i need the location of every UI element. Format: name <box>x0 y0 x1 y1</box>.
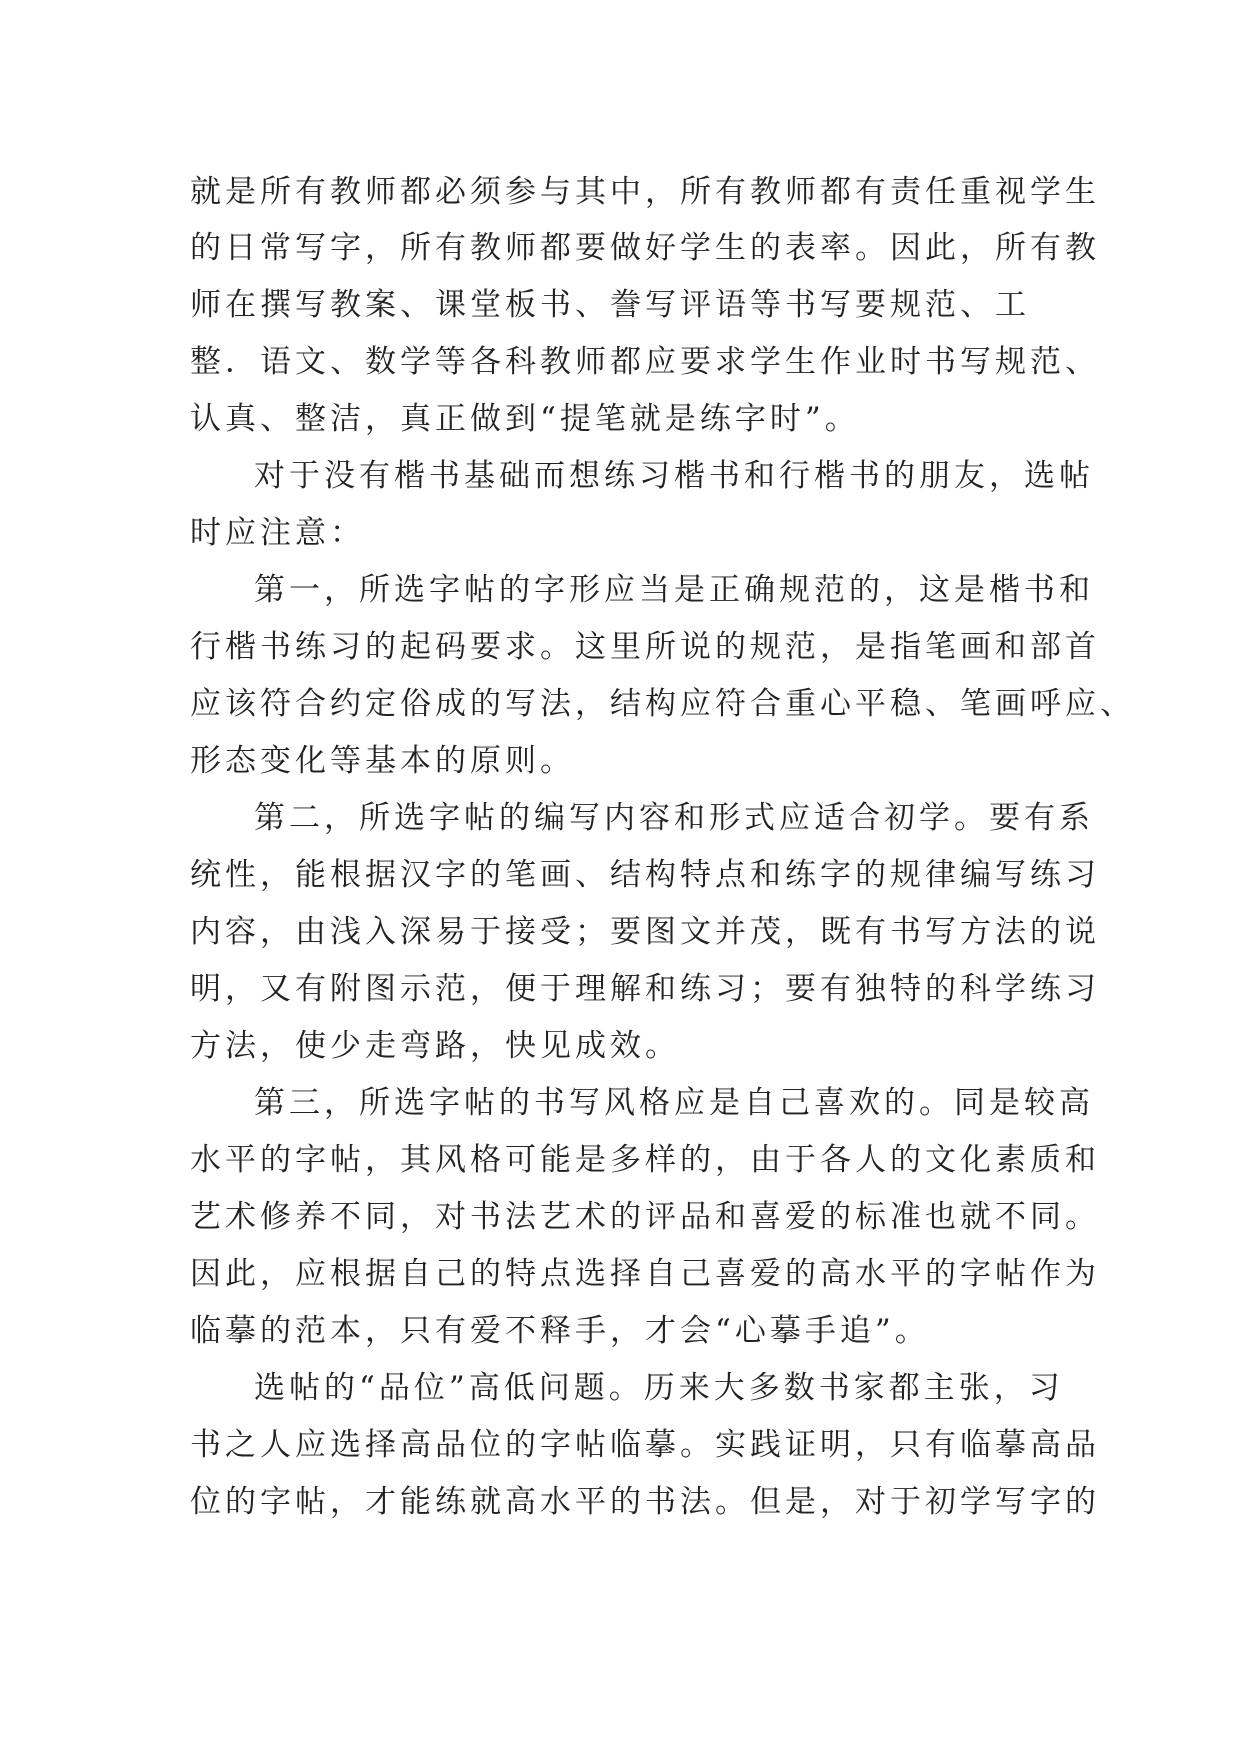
text-line: 第二，所选字帖的编写内容和形式应适合初学。要有系 <box>254 800 1094 836</box>
text-line: 认真、整洁，真正做到“提笔就是练字时”。 <box>190 401 860 437</box>
text-line: 选帖的“品位”高低问题。历来大多数书家都主张，习 <box>254 1370 1064 1406</box>
text-line: 整．语文、数学等各科教师都应要求学生作业时书写规范、 <box>190 344 1100 380</box>
text-line: 位的字帖，才能练就高水平的书法。但是，对于初学写字的 <box>190 1484 1100 1520</box>
text-line: 内容，由浅入深易于接受；要图文并茂，既有书写方法的说 <box>190 914 1100 950</box>
text-line: 明，又有附图示范，便于理解和练习；要有独特的科学练习 <box>190 971 1100 1007</box>
text-line: 时应注意： <box>190 515 365 551</box>
text-line: 因此，应根据自己的特点选择自己喜爱的高水平的字帖作为 <box>190 1256 1100 1292</box>
text-line: 形态变化等基本的原则。 <box>190 743 575 779</box>
text-line: 方法，使少走弯路，快见成效。 <box>190 1028 680 1064</box>
text-line: 书之人应选择高品位的字帖临摹。实践证明，只有临摹高品 <box>190 1427 1100 1463</box>
text-line: 第一，所选字帖的字形应当是正确规范的，这是楷书和 <box>254 572 1094 608</box>
text-line: 就是所有教师都必须参与其中，所有教师都有责任重视学生 <box>190 174 1100 210</box>
text-line: 艺术修养不同，对书法艺术的评品和喜爱的标准也就不同。 <box>190 1199 1100 1235</box>
text-line: 的日常写字，所有教师都要做好学生的表率。因此，所有教 <box>190 230 1100 266</box>
text-line: 第三，所选字帖的书写风格应是自己喜欢的。同是较高 <box>254 1085 1094 1121</box>
text-line: 对于没有楷书基础而想练习楷书和行楷书的朋友，选帖 <box>254 458 1094 494</box>
text-line: 统性，能根据汉字的笔画、结构特点和练字的规律编写练习 <box>190 857 1100 893</box>
text-line: 行楷书练习的起码要求。这里所说的规范，是指笔画和部首 <box>190 629 1100 665</box>
text-line: 应该符合约定俗成的写法，结构应符合重心平稳、笔画呼应、 <box>190 686 1135 722</box>
text-line: 师在撰写教案、课堂板书、誊写评语等书写要规范、工 <box>190 287 1030 323</box>
text-line: 水平的字帖，其风格可能是多样的，由于各人的文化素质和 <box>190 1142 1100 1178</box>
text-line: 临摹的范本，只有爱不释手，才会“心摹手追”。 <box>190 1313 930 1349</box>
